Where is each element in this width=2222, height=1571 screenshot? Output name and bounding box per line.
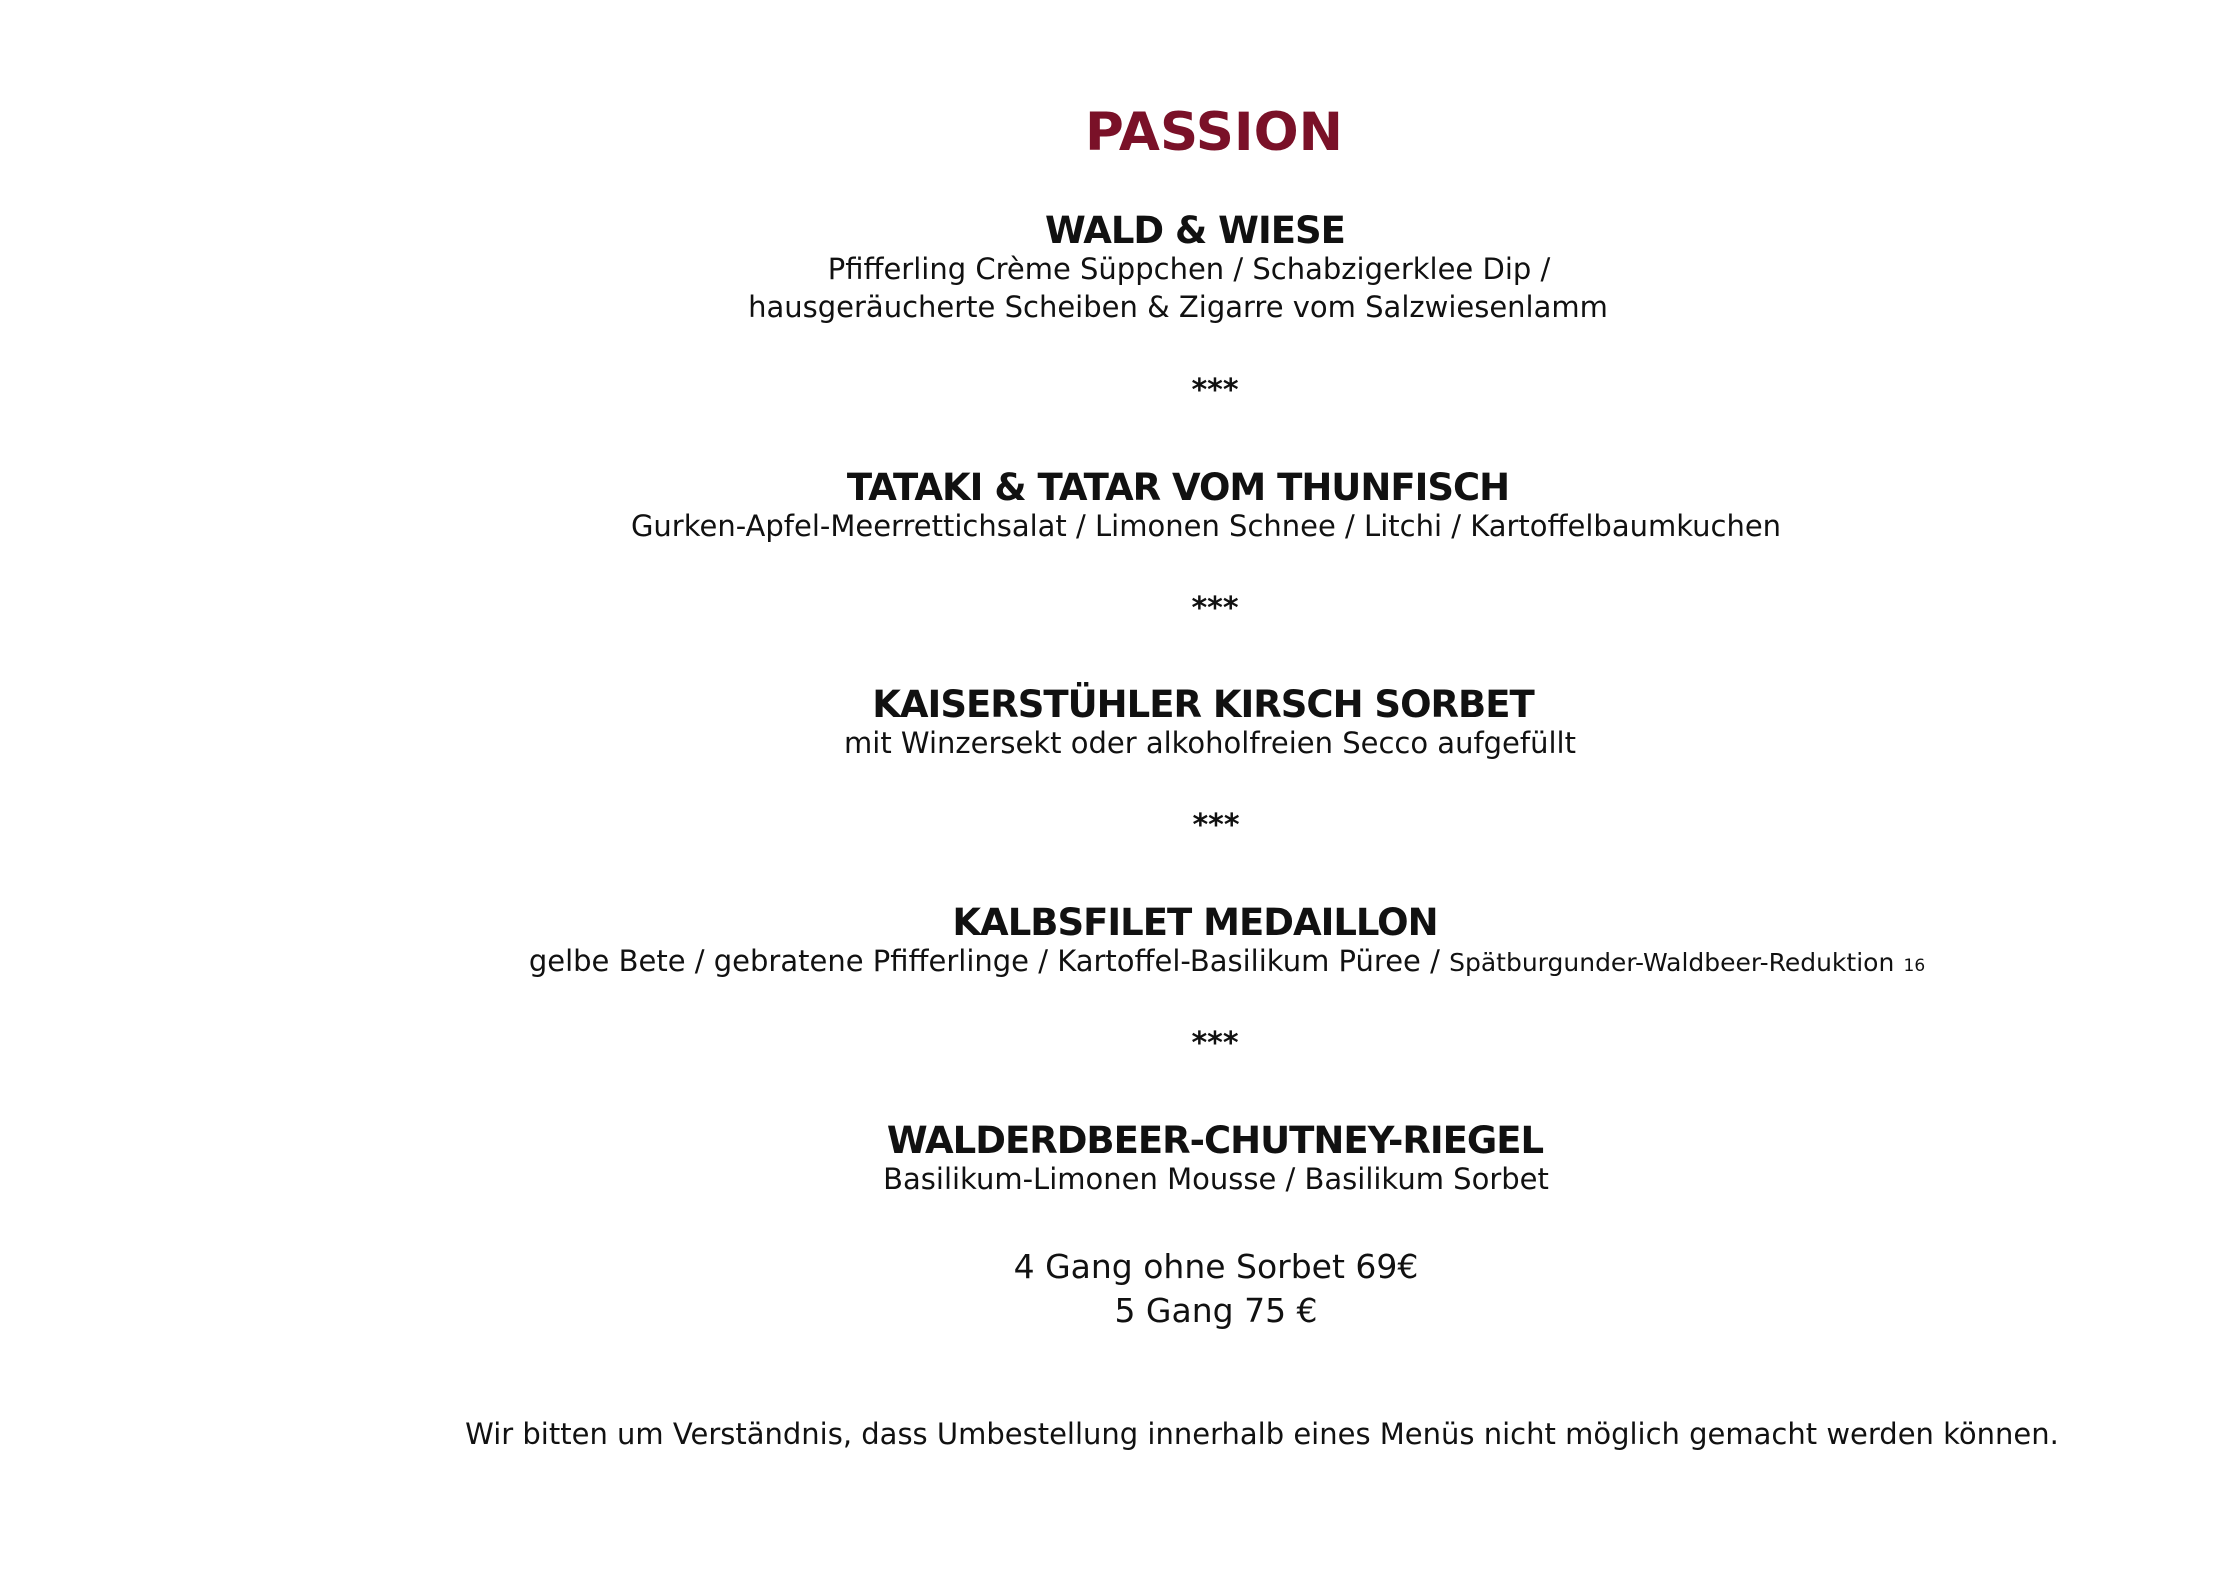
course-1-description-line-2: hausgeräucherte Scheiben & Zigarre vom Salzwiesenlamm: [748, 290, 1608, 324]
course-separator-2: ***: [1191, 591, 1239, 626]
course-4-name: KALBSFILET MEDAILLON: [952, 901, 1438, 944]
course-4-description-sauce: Spätburgunder-Waldbeer-Reduktion: [1449, 948, 1895, 977]
course-4-description-main: gelbe Bete / gebratene Pfifferlinge / Kartoffel-Basilikum Püree /: [528, 944, 1450, 978]
menu-title: PASSION: [1084, 102, 1344, 163]
course-separator-4: ***: [1191, 1026, 1239, 1061]
course-3-description-line-1: mit Winzersekt oder alkoholfreien Secco aufgefüllt: [844, 726, 1576, 760]
course-1-description-line-1: Pfifferling Crème Süppchen / Schabzigerklee Dip /: [827, 252, 1551, 286]
course-5-description-line-1: Basilikum-Limonen Mousse / Basilikum Sorbet: [883, 1162, 1549, 1196]
price-5-course: 5 Gang 75 €: [1114, 1291, 1318, 1330]
course-separator-1: ***: [1191, 373, 1239, 408]
course-separator-3: ***: [1192, 808, 1240, 843]
course-2-name: TATAKI & TATAR VOM THUNFISCH: [846, 466, 1510, 509]
course-1-name: WALD & WIESE: [1045, 209, 1345, 252]
course-5-name: WALDERDBEER-CHUTNEY-RIEGEL: [886, 1119, 1544, 1162]
menu-notice: Wir bitten um Verständnis, dass Umbestellung innerhalb eines Menüs nicht möglich gemacht werden können.: [465, 1417, 2059, 1451]
course-4-description-line-1: [528, 944, 1926, 978]
price-4-course: 4 Gang ohne Sorbet 69€: [1013, 1247, 1419, 1286]
course-4-allergen-footnote: 16: [1903, 956, 1926, 976]
course-2-description-line-1: Gurken-Apfel-Meerrettichsalat / Limonen Schnee / Litchi / Kartoffelbaumkuchen: [630, 509, 1782, 543]
course-3-name: KAISERSTÜHLER KIRSCH SORBET: [872, 683, 1534, 726]
